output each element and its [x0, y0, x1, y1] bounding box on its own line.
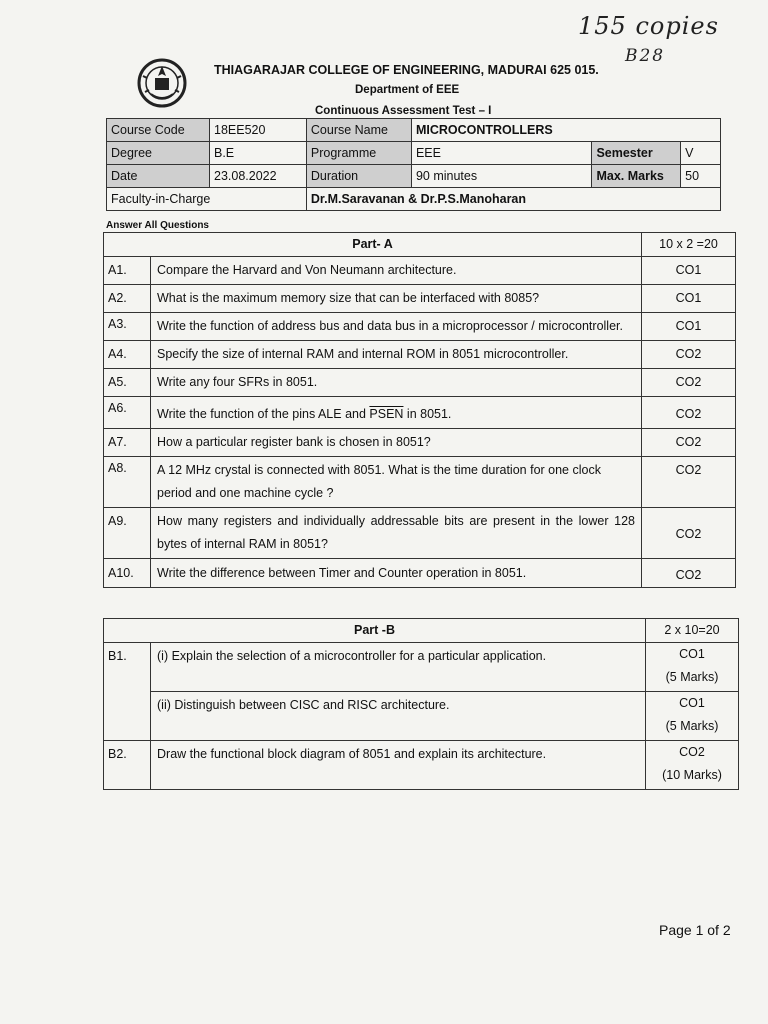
date-label: Date: [107, 165, 210, 188]
course-outcome: CO2: [642, 397, 736, 429]
table-row: [104, 341, 736, 369]
question-number: B2.: [104, 741, 151, 790]
course-outcome: [646, 643, 739, 692]
programme-label: Programme: [306, 142, 411, 165]
course-code-value: 18EE520: [210, 119, 307, 142]
question-text: Compare the Harvard and Von Neumann architecture.: [151, 257, 642, 285]
programme-value: EEE: [411, 142, 592, 165]
course-outcome: CO2: [642, 341, 736, 369]
question-text: Write the difference between Timer and Counter operation in 8051.: [151, 559, 642, 588]
course-outcome: [646, 692, 739, 741]
duration-value: 90 minutes: [411, 165, 592, 188]
instructions: Answer All Questions: [106, 220, 209, 231]
question-text: What is the maximum memory size that can be interfaced with 8085?: [151, 285, 642, 313]
question-text-part: in 8051.: [403, 407, 452, 421]
course-info-table: [106, 118, 721, 211]
max-marks-label: Max. Marks: [592, 165, 681, 188]
question-number: A3.: [104, 313, 151, 341]
college-name: THIAGARAJAR COLLEGE OF ENGINEERING, MADURAI 625 015.: [214, 63, 599, 77]
faculty-value: Dr.M.Saravanan & Dr.P.S.Manoharan: [306, 188, 720, 211]
question-text: Write the function of address bus and data bus in a microprocessor / microcontroller.: [151, 313, 642, 341]
table-row: [104, 457, 736, 508]
table-row: [104, 643, 739, 692]
part-b-table: [103, 618, 739, 790]
marks-label: (10 Marks): [662, 768, 722, 782]
course-outcome: CO1: [642, 285, 736, 313]
question-text: [151, 397, 642, 429]
semester-value: V: [681, 142, 721, 165]
question-text: (ii) Distinguish between CISC and RISC architecture.: [151, 692, 646, 741]
handwritten-code-note: B28: [625, 46, 666, 66]
question-text: How many registers and individually addressable bits are present in the lower 128 bytes of internal RAM in 8051?: [151, 508, 642, 559]
course-outcome: CO1: [642, 313, 736, 341]
course-code-label: Course Code: [107, 119, 210, 142]
degree-label: Degree: [107, 142, 210, 165]
part-b-marks: 2 x 10=20: [646, 619, 739, 643]
question-text: How a particular register bank is chosen in 8051?: [151, 429, 642, 457]
question-number: A4.: [104, 341, 151, 369]
table-row: [104, 692, 739, 741]
faculty-label: Faculty-in-Charge: [107, 188, 307, 211]
part-a-table: [103, 232, 736, 588]
page-number: Page 1 of 2: [659, 922, 731, 938]
semester-label: Semester: [592, 142, 681, 165]
question-text-part: Write the function of the pins ALE and: [157, 407, 370, 421]
course-name-label: Course Name: [306, 119, 411, 142]
department-name: Department of EEE: [355, 84, 460, 96]
max-marks-value: 50: [681, 165, 721, 188]
co-label: CO2: [679, 745, 705, 759]
duration-label: Duration: [306, 165, 411, 188]
table-row: [104, 313, 736, 341]
question-text: Draw the functional block diagram of 8051 and explain its architecture.: [151, 741, 646, 790]
table-row: [104, 508, 736, 559]
table-row: [104, 559, 736, 588]
question-number: A9.: [104, 508, 151, 559]
handwritten-copies-note: 155 copies: [578, 12, 719, 40]
psen-signal: PSEN: [369, 407, 404, 421]
course-outcome: [646, 741, 739, 790]
date-value: 23.08.2022: [210, 165, 307, 188]
test-title: Continuous Assessment Test – I: [315, 105, 492, 117]
part-a-marks: 10 x 2 =20: [642, 233, 736, 257]
table-row: [104, 397, 736, 429]
course-outcome: CO2: [642, 457, 736, 508]
course-outcome: CO2: [642, 559, 736, 588]
question-text: A 12 MHz crystal is connected with 8051. What is the time duration for one clock period and one machine cycle ?: [151, 457, 642, 508]
table-row: [104, 257, 736, 285]
question-text: Specify the size of internal RAM and internal ROM in 8051 microcontroller.: [151, 341, 642, 369]
question-number: A10.: [104, 559, 151, 588]
marks-label: (5 Marks): [665, 719, 719, 733]
course-outcome: CO1: [642, 257, 736, 285]
table-row: [104, 369, 736, 397]
course-outcome: CO2: [642, 429, 736, 457]
question-number: A1.: [104, 257, 151, 285]
course-outcome: CO2: [642, 508, 736, 559]
question-number: A5.: [104, 369, 151, 397]
part-b-title: Part -B: [104, 619, 646, 643]
part-a-title: Part- A: [104, 233, 642, 257]
marks-label: (5 Marks): [665, 670, 719, 684]
co-label: CO1: [679, 647, 705, 661]
question-number: A8.: [104, 457, 151, 508]
table-row: [104, 429, 736, 457]
question-number: A2.: [104, 285, 151, 313]
college-logo-icon: [137, 56, 187, 110]
table-row: [104, 741, 739, 790]
question-number: A7.: [104, 429, 151, 457]
degree-value: B.E: [210, 142, 307, 165]
question-text: Write any four SFRs in 8051.: [151, 369, 642, 397]
question-number: B1.: [104, 643, 151, 741]
table-row: [104, 285, 736, 313]
question-number: A6.: [104, 397, 151, 429]
question-text: (i) Explain the selection of a microcontroller for a particular application.: [151, 643, 646, 692]
course-outcome: CO2: [642, 369, 736, 397]
course-name-value: MICROCONTROLLERS: [411, 119, 720, 142]
co-label: CO1: [679, 696, 705, 710]
